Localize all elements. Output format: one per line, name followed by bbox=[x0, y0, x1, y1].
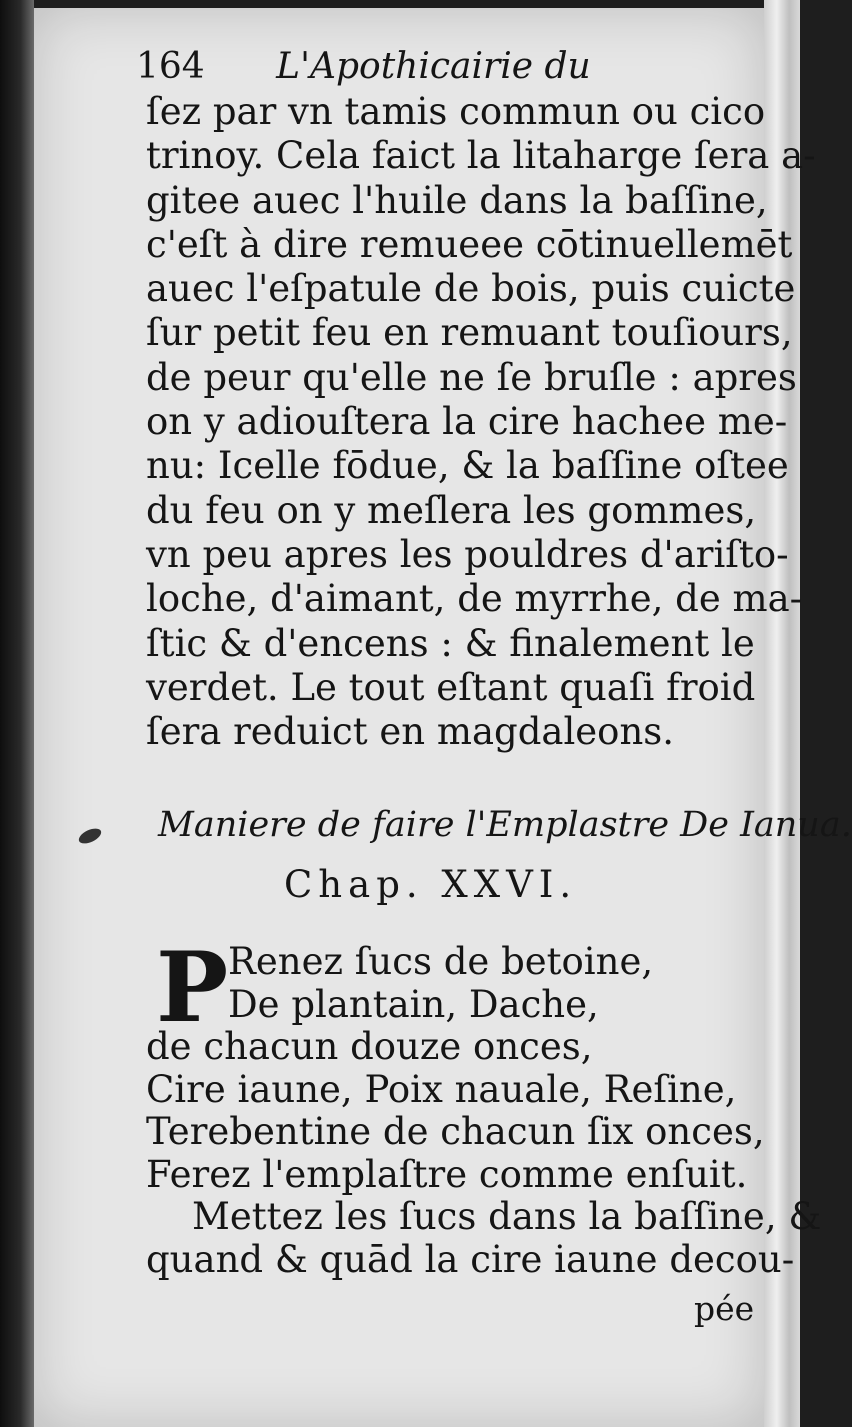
ink-smudge bbox=[77, 825, 104, 846]
text-line: nu: Icelle fōdue, & la baſſine oſtee bbox=[146, 444, 789, 488]
text-line: ſera reduict en magdaleons. bbox=[146, 710, 675, 754]
text-line: quand & quād la cire iaune decou- bbox=[146, 1237, 795, 1281]
text-line: Ferez l'emplaſtre comme enſuit. bbox=[146, 1152, 748, 1196]
book-page bbox=[34, 8, 852, 1427]
text-line: ſur petit feu en remuant touſiours, bbox=[146, 311, 793, 355]
text-line: verdet. Le tout eſtant quaſi froid bbox=[146, 665, 756, 709]
text-line: c'eſt à dire remueee cōtinuellemēt bbox=[146, 222, 793, 266]
section-title: Maniere de faire l'Emplastre De Ianua. bbox=[158, 805, 852, 845]
recipe-text bbox=[146, 931, 822, 1281]
chapter-heading: Chap. XXVI. bbox=[284, 863, 578, 906]
text-line: Terebentine de chacun ſix onces, bbox=[146, 1110, 765, 1153]
text-line: de peur qu'elle ne ſe bruſle : apres bbox=[146, 355, 797, 399]
body-text bbox=[146, 90, 816, 754]
text-line: trinoy. Cela faict la litaharge ſera a- bbox=[146, 134, 816, 178]
catchword: pée bbox=[694, 1289, 755, 1328]
text-line: auec l'eſpatule de bois, puis cuicte bbox=[146, 267, 796, 311]
text-line: du feu on y meſlera les gommes, bbox=[146, 488, 757, 532]
text-line: ſez par vn tamis commun ou cico bbox=[146, 90, 766, 133]
drop-cap: P bbox=[156, 931, 229, 1044]
text-line: De plantain, Dache, bbox=[228, 982, 599, 1026]
text-line: gitee auec l'huile dans la baſſine, bbox=[146, 178, 768, 222]
running-title: L'Apothicairie du bbox=[276, 46, 591, 87]
text-line: Mettez les ſucs dans la baſſine, & bbox=[192, 1195, 822, 1238]
text-line: Cire iaune, Poix nauale, Reſine, bbox=[146, 1067, 737, 1111]
text-line: on y adiouſtera la cire hachee me- bbox=[146, 400, 788, 444]
text-line: vn peu apres les pouldres d'ariſto- bbox=[146, 532, 789, 576]
page-header bbox=[136, 46, 591, 87]
book-gutter-shadow bbox=[0, 0, 34, 1427]
text-line: loche, d'aimant, de myrrhe, de ma- bbox=[146, 577, 803, 621]
text-line: de chacun douze onces, bbox=[146, 1025, 593, 1068]
page-number: 164 bbox=[136, 46, 205, 87]
text-line: ſtic & d'encens : & finalement le bbox=[146, 621, 755, 665]
text-line: Renez ſucs de betoine, bbox=[228, 940, 654, 983]
